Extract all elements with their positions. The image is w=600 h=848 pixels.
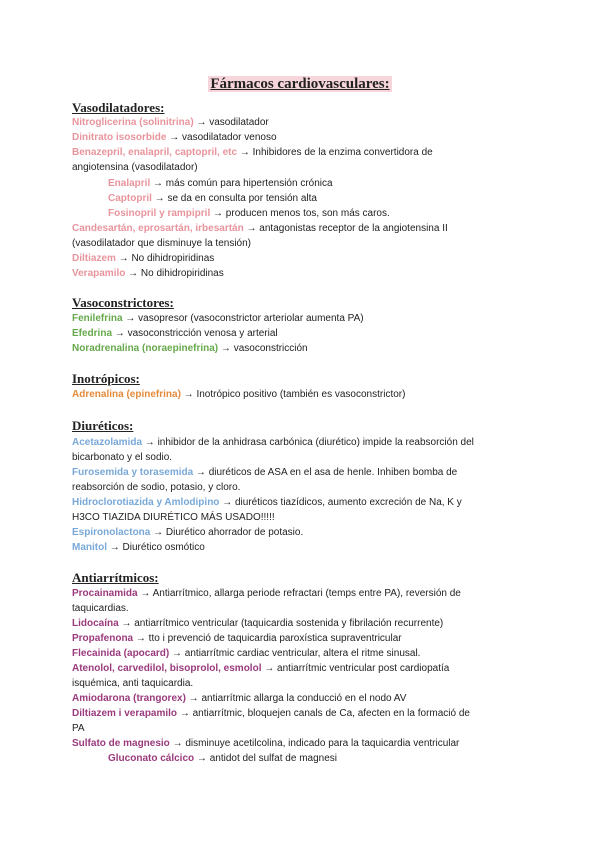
list-item: Amiodarona (trangorex) → antiarrítmic allarga la conducció en el nodo AV	[72, 693, 407, 704]
list-item: Propafenona → tto i prevenció de taquicardia paroxística supraventricular	[72, 633, 402, 644]
list-item: Noradrenalina (noraepinefrina) → vasoconstricción	[72, 343, 308, 354]
list-item-continuation: angiotensina (vasodilatador)	[72, 162, 198, 173]
list-item-continuation: bicarbonato y el sodio.	[72, 452, 173, 463]
list-item-continuation: reabsorción de sodio, potasio, y cloro.	[72, 482, 241, 493]
list-item: Diltiazem → No dihidropiridinas	[72, 253, 215, 264]
page-title: Fármacos cardiovasculares:	[210, 76, 390, 92]
section-heading-vasodilatadores: Vasodilatadores:	[72, 100, 165, 115]
list-item: Diltiazem i verapamilo → antiarrítmic, bloquejen canals de Ca, afecten en la formació de	[72, 708, 470, 719]
list-item: Nitroglicerina (solinitrina) → vasodilatador	[72, 117, 269, 128]
list-item: Dinitrato isosorbide → vasodilatador venoso	[72, 132, 277, 143]
section-heading-inotropicos: Inotrópicos:	[72, 371, 140, 386]
list-item: Enalapril → más común para hipertensión crónica	[108, 178, 333, 189]
list-item: Efedrina → vasoconstricción venosa y arterial	[72, 328, 278, 339]
list-item: Furosemida y torasemida → diuréticos de ASA en el asa de henle. Inhiben bomba de	[72, 467, 458, 478]
list-item: Sulfato de magnesio → disminuye acetilcolina, indicado para la taquicardia ventricular	[72, 738, 460, 749]
list-item-continuation: isquémica, anti taquicardia.	[72, 678, 194, 689]
list-item: Atenolol, carvedilol, bisoprolol, esmolol → antiarrítmic ventricular post cardiopatía	[72, 663, 450, 674]
section-heading-vasoconstrictores: Vasoconstrictores:	[72, 295, 174, 310]
list-item: Manitol → Diurético osmótico	[72, 542, 205, 553]
list-item: Benazepril, enalapril, captopril, etc → Inhibidores de la enzima convertidora de	[72, 147, 433, 158]
list-item-continuation: taquicardias.	[72, 603, 129, 614]
list-item: Acetazolamida → inhibidor de la anhidrasa carbónica (diurético) impide la reabsorción del	[72, 437, 474, 448]
list-item: Flecainida (apocard) → antiarrítmic cardiac ventricular, altera el ritme sinusal.	[72, 648, 421, 659]
list-item: Lidocaína → antiarrítmico ventricular (taquicardia sostenida y fibrilación recurrente)	[72, 618, 444, 629]
list-item: Procainamida → Antiarrítmico, allarga periode refractari (temps entre PA), reversión de	[72, 588, 461, 599]
list-item-continuation: (vasodilatador que disminuye la tensión)	[72, 238, 251, 249]
list-item: Captopril → se da en consulta por tensión alta	[108, 193, 317, 204]
list-item: Adrenalina (epinefrina) → Inotrópico positivo (también es vasoconstrictor)	[72, 389, 406, 400]
list-item: Gluconato cálcico → antidot del sulfat de magnesi	[108, 753, 338, 764]
section-heading-diureticos: Diuréticos:	[72, 418, 134, 433]
list-item: Hidroclorotiazida y Amlodipino → diuréticos tiazídicos, aumento excreción de Na, K y	[72, 497, 462, 508]
list-item: Verapamilo → No dihidropiridinas	[72, 268, 224, 279]
list-item-continuation: H3CO TIAZIDA DIURÉTICO MÁS USADO!!!!!	[72, 512, 275, 523]
list-item-continuation: PA	[72, 723, 85, 734]
list-item: Candesartán, eprosartán, irbesartán → antagonistas receptor de la angiotensina II	[72, 223, 448, 234]
list-item: Espironolactona → Diurético ahorrador de potasio.	[72, 527, 304, 538]
section-heading-antiarritmicos: Antiarrítmicos:	[72, 570, 159, 585]
list-item: Fosinopril y rampipril → producen menos tos, son más caros.	[108, 208, 390, 219]
list-item: Fenilefrina → vasopresor (vasoconstrictor arteriolar aumenta PA)	[72, 313, 364, 324]
